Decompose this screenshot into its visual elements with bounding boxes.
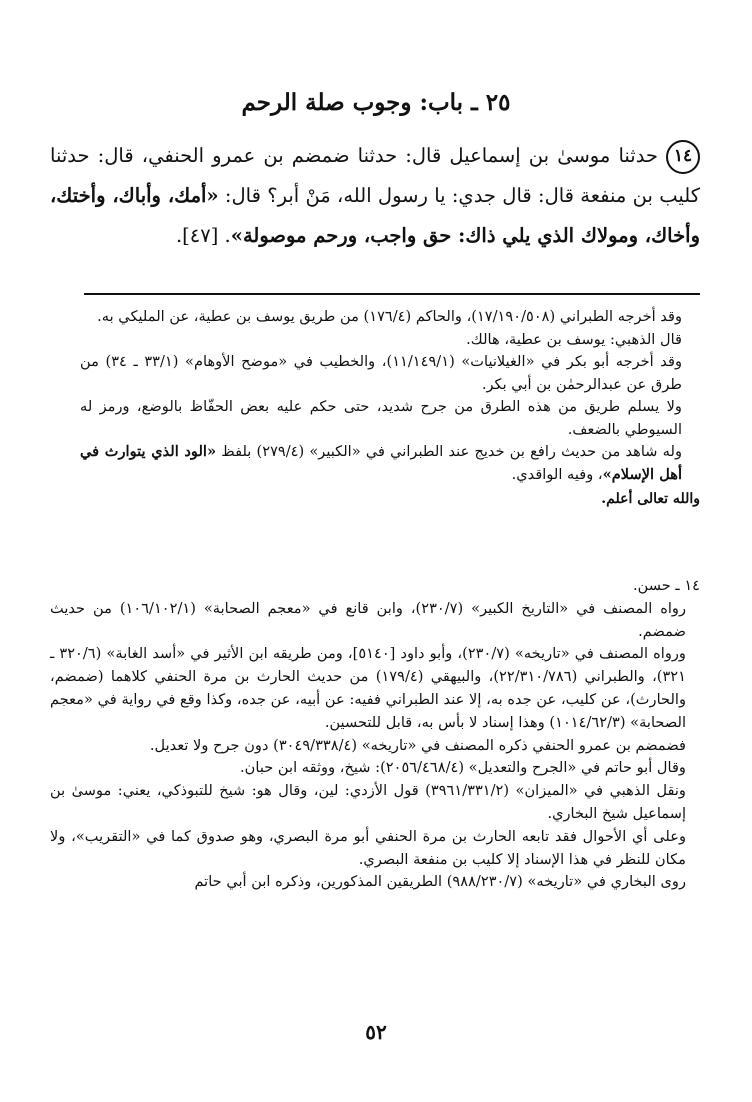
hadith-reference: . [٤٧].: [175, 224, 231, 247]
commentary-block: [50, 575, 700, 894]
chapter-title: ٢٥ ـ باب: وجوب صلة الرحم: [241, 89, 511, 116]
footnote-paragraph: وقد أخرجه الطبراني (١٧/١٩٠/٥٠٨)، والحاكم (١٧٦/٤) من طريق يوسف بن عطية، عن المليكي به.: [97, 308, 682, 325]
footnote-paragraph: قال الذهبي: يوسف بن عطية، هالك.: [466, 330, 682, 348]
commentary-paragraph: ونقل الذهبي في «الميزان» (٣٩٦١/٣٣١/٢) قول الأزدي: لين، وقال هو: شيخ للتبوذكي، يعني: موسىٰ بن إسماعيل شيخ البخاري.: [50, 782, 686, 822]
hadith-text: [50, 136, 700, 256]
footnote-text: ، وفيه الواقدي.: [511, 465, 603, 483]
footnote-divider: [84, 293, 700, 295]
commentary-paragraph: فضمضم بن عمرو الحنفي ذكره المصنف في «تاريخه» (٣٠٤٩/٣٣٨/٤) دون جرح ولا تعديل.: [149, 736, 686, 754]
commentary-paragraph: وقال أبو حاتم في «الجرح والتعديل» (٢٠٥٦/٤٦٨/٤): شيخ، ووثقه ابن حبان.: [240, 759, 686, 777]
hadith-text-prophetic-words: «أمك، وأباك، وأختك، وأخاك، ومولاك الذي يلي ذاك: حق واجب، ورحم موصولة»: [50, 184, 700, 247]
commentary-paragraph: روى البخاري في «تاريخه» (٩٨٨/٢٣٠/٧) الطريقين المذكورين، وذكره ابن أبي حاتم: [194, 873, 686, 891]
hadith-number-badge: ١٤: [666, 140, 700, 174]
page-number: ٥٢: [365, 1020, 387, 1044]
commentary-paragraph: وعلى أي الأحوال فقد تابعه الحارث بن مرة الحنفي أبو مرة البصري، وهو صدوق كما في «التقريب»، ولا مكان للنظر في هذا الإسناد إلا كليب بن منفعة البصري.: [50, 827, 686, 868]
commentary-paragraph: رواه المصنف في «التاريخ الكبير» (٢٣٠/٧)، وابن قانع في «معجم الصحابة» (١٠٦/١٠٢/١) من حديث ضمضم.: [50, 599, 686, 640]
footnote-paragraph: [80, 441, 700, 486]
footnotes-block: [80, 306, 700, 517]
footnote-bold-quote: «الود الذي يتوارث في أهل الإسلام»: [80, 443, 682, 483]
footnote-paragraph: وقد أخرجه أبو بكر في «الغيلانيات» (١١/١٤٩/١)، والخطيب في «موضح الأوهام» (٣٣/١ ـ ٣٤) من طرق عن عبدالرحمٰن بن أبي بكر.: [80, 353, 682, 393]
commentary-paragraph: ورواه المصنف في «تاريخه» (٢٣٠/٧)، وأبو داود [٥١٤٠]، ومن طريقه ابن الأثير في «أسد الغابة» (٣٢٠/٦ ـ ٣٢١)، والطبراني (٢٢/٣١٠/٧٨٦)، والبيهقي (١٧٩/٤) من حديث الحارث بن مرة الحنفي كلاهما (ضمضم، والحارث)، عن كليب، عن جده به، إلا عند الطبراني ففيه: عن أبيه، عن جده، وكذا وقع في رواية في «معجم الصحابة» (١٠١٤/٦٢/٣) وهذا إسناد لا بأس به، قابل للتحسين.: [50, 645, 686, 731]
footnote-text: وله شاهد من حديث رافع بن خديج عند الطبراني في «الكبير» (٢٧٩/٤) بلفظ: [216, 443, 682, 460]
footnote-closing: والله تعالى أعلم.: [601, 491, 700, 507]
hadith-text-plain: حدثنا موسىٰ بن إسماعيل قال: حدثنا ضمضم بن عمرو الحنفي، قال: حدثنا كليب بن منفعة قال: قال جدي: يا رسول الله، مَنْ أبر؟ قال:: [50, 144, 700, 207]
footnote-paragraph: ولا يسلم طريق من هذه الطرق من جرح شديد، حتى حكم عليه بعض الحفّاظ بالوضع، ورمز له السيوطي بالضعف.: [80, 398, 682, 438]
commentary-heading: ١٤ ـ حسن.: [632, 577, 700, 594]
